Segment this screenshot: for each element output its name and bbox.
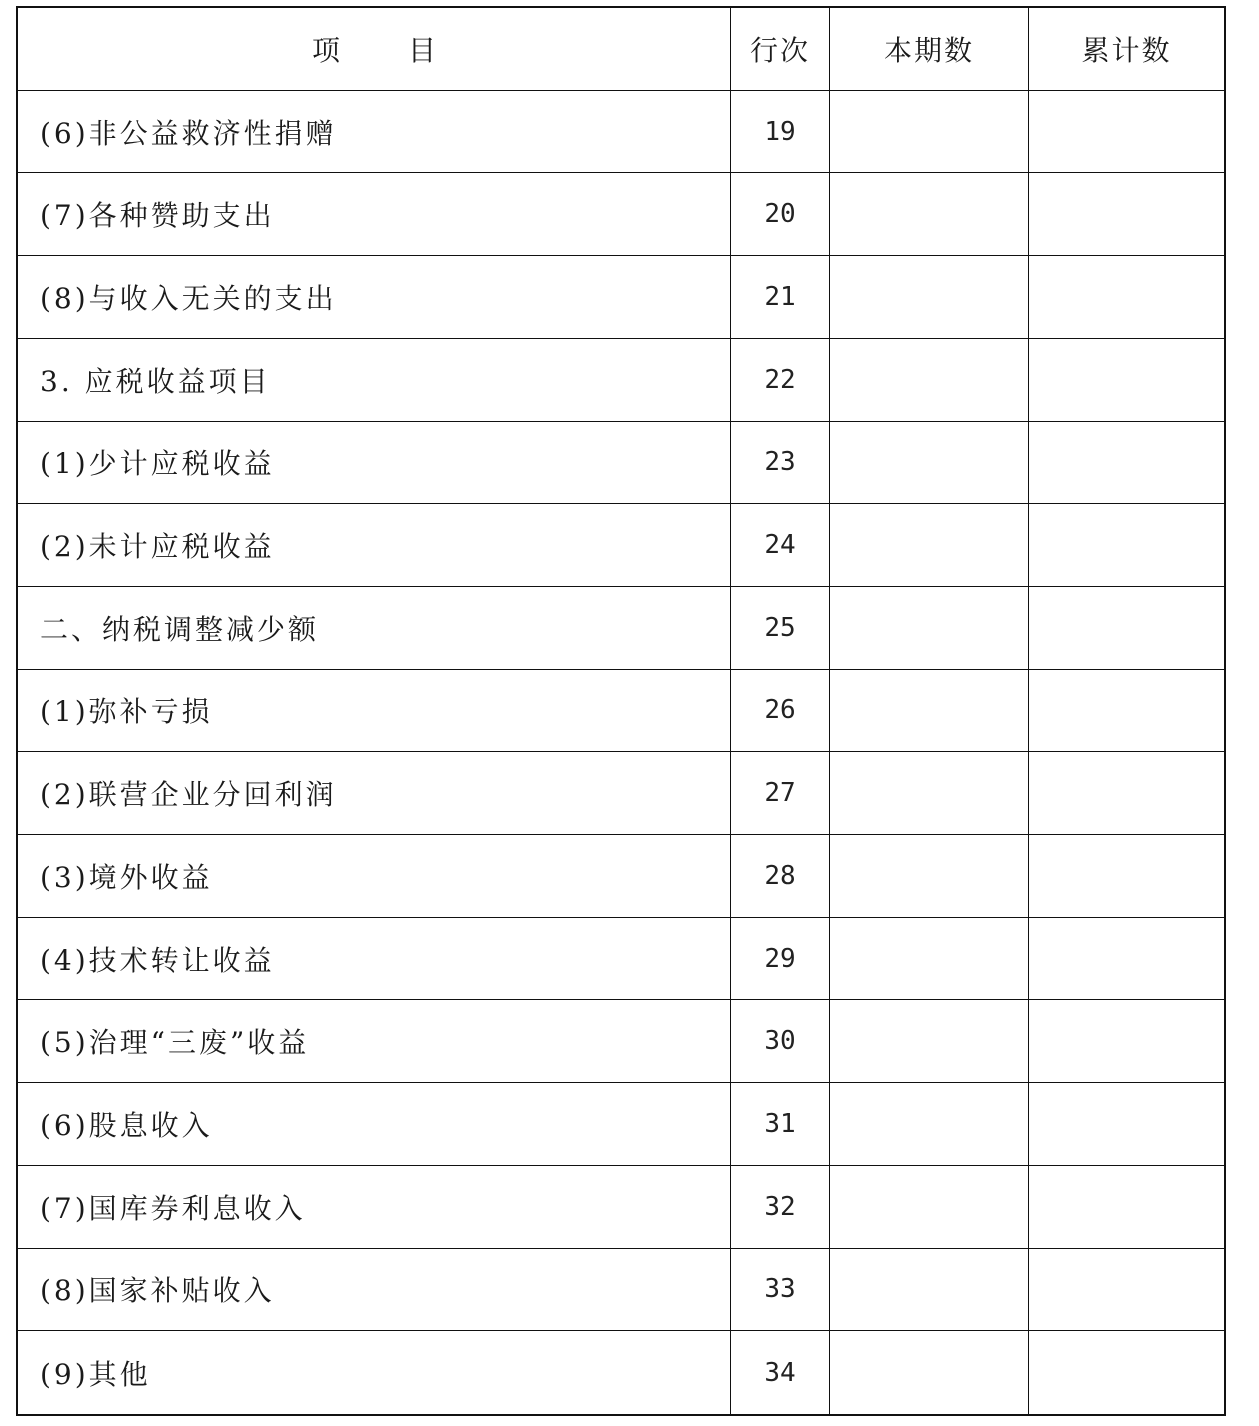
row-current-value (830, 422, 1029, 505)
row-line-number: 34 (731, 1331, 830, 1414)
header-item-char-2: 目 (408, 33, 437, 67)
row-item-label: (1)少计应税收益 (18, 422, 731, 505)
row-item-label: (8)国家补贴收入 (18, 1249, 731, 1332)
row-cumulative-value (1029, 1083, 1224, 1166)
row-cumulative-value (1029, 918, 1224, 1001)
row-line-number: 20 (731, 173, 830, 256)
row-line-number: 19 (731, 91, 830, 174)
header-item-char-1: 项 (311, 33, 340, 67)
row-current-value (830, 91, 1029, 174)
row-cumulative-value (1029, 835, 1224, 918)
row-cumulative-value (1029, 752, 1224, 835)
row-cumulative-value (1029, 339, 1224, 422)
row-line-number: 26 (731, 670, 830, 753)
row-current-value (830, 1083, 1029, 1166)
row-item-label: (2)未计应税收益 (18, 504, 731, 587)
row-line-number: 32 (731, 1166, 830, 1249)
row-cumulative-value (1029, 173, 1224, 256)
row-current-value (830, 1249, 1029, 1332)
tax-adjustment-table (16, 6, 1226, 1416)
row-cumulative-value (1029, 256, 1224, 339)
row-current-value (830, 1331, 1029, 1414)
row-item-label: (2)联营企业分回利润 (18, 752, 731, 835)
row-current-value (830, 670, 1029, 753)
row-cumulative-value (1029, 91, 1224, 174)
row-current-value (830, 173, 1029, 256)
header-cumulative: 累计数 (1029, 8, 1224, 91)
row-item-label: (4)技术转让收益 (18, 918, 731, 1001)
row-cumulative-value (1029, 1331, 1224, 1414)
header-line-no: 行次 (731, 8, 830, 91)
row-item-label: (7)国库券利息收入 (18, 1166, 731, 1249)
row-current-value (830, 587, 1029, 670)
row-current-value (830, 504, 1029, 587)
row-item-label: (8)与收入无关的支出 (18, 256, 731, 339)
row-line-number: 29 (731, 918, 830, 1001)
row-line-number: 30 (731, 1000, 830, 1083)
row-current-value (830, 918, 1029, 1001)
row-item-label: (3)境外收益 (18, 835, 731, 918)
row-line-number: 22 (731, 339, 830, 422)
row-line-number: 27 (731, 752, 830, 835)
row-line-number: 23 (731, 422, 830, 505)
row-cumulative-value (1029, 587, 1224, 670)
row-current-value (830, 339, 1029, 422)
row-cumulative-value (1029, 670, 1224, 753)
row-cumulative-value (1029, 1249, 1224, 1332)
row-item-label: (5)治理“三废”收益 (18, 1000, 731, 1083)
row-current-value (830, 256, 1029, 339)
row-cumulative-value (1029, 1000, 1224, 1083)
row-line-number: 24 (731, 504, 830, 587)
row-current-value (830, 752, 1029, 835)
row-cumulative-value (1029, 422, 1224, 505)
row-item-label: (6)股息收入 (18, 1083, 731, 1166)
row-item-label: (6)非公益救济性捐赠 (18, 91, 731, 174)
row-current-value (830, 1000, 1029, 1083)
row-item-label: 二、纳税调整减少额 (18, 587, 731, 670)
row-current-value (830, 835, 1029, 918)
header-item (18, 8, 731, 91)
row-line-number: 33 (731, 1249, 830, 1332)
row-line-number: 31 (731, 1083, 830, 1166)
row-line-number: 28 (731, 835, 830, 918)
row-current-value (830, 1166, 1029, 1249)
row-item-label: (9)其他 (18, 1331, 731, 1414)
row-item-label: (7)各种赞助支出 (18, 173, 731, 256)
row-cumulative-value (1029, 1166, 1224, 1249)
row-item-label: (1)弥补亏损 (18, 670, 731, 753)
row-line-number: 21 (731, 256, 830, 339)
row-item-label: 3. 应税收益项目 (18, 339, 731, 422)
row-line-number: 25 (731, 587, 830, 670)
header-current-period: 本期数 (830, 8, 1029, 91)
row-cumulative-value (1029, 504, 1224, 587)
